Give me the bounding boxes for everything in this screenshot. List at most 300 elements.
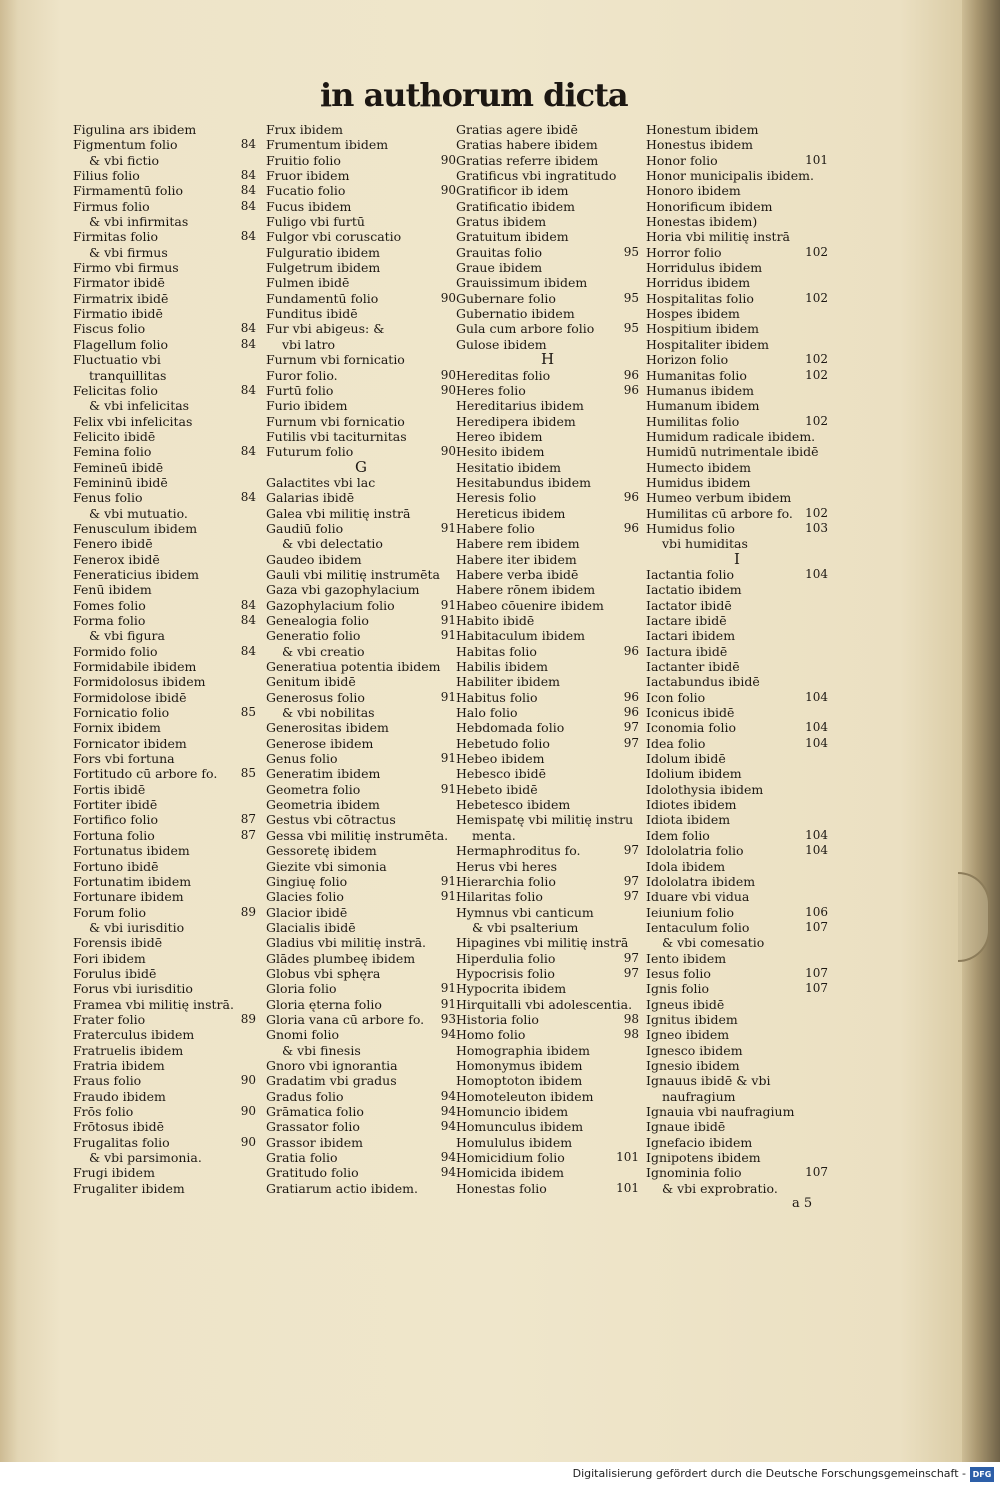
folio-number: 91: [440, 628, 456, 643]
entry-term: Iconomia folio: [646, 720, 736, 736]
entry-term: Hereditarius ibidem: [456, 398, 584, 414]
index-entry: [456, 444, 639, 459]
folio-number: 96: [623, 689, 639, 704]
entry-term: Icon folio: [646, 689, 706, 705]
entry-term: Iactari ibidem: [646, 628, 736, 644]
index-entry: [266, 506, 456, 521]
index-entry: [646, 429, 828, 444]
index-entry: [646, 828, 828, 843]
index-entry: [266, 137, 456, 152]
index-entry: [73, 1181, 256, 1196]
folio-number: 104: [805, 735, 828, 750]
folio-number: 84: [240, 382, 256, 397]
index-entry: [646, 812, 828, 827]
section-letter: [266, 457, 456, 476]
entry-term: Humilitas folio: [646, 413, 740, 429]
index-entry: [456, 812, 639, 827]
index-column-2: [266, 122, 456, 1196]
index-entry: [646, 797, 828, 812]
index-entry: [73, 275, 256, 290]
index-entry: [266, 352, 456, 367]
entry-term: Gratuitum ibidem: [456, 229, 569, 245]
entry-term: Idola ibidem: [646, 858, 726, 874]
folio-number: 102: [805, 290, 828, 305]
entry-term: Fratria ibidem: [73, 1057, 165, 1073]
entry-term: Fori ibidem: [73, 950, 146, 966]
index-entry: [266, 337, 456, 352]
entry-term: Humeo verbum ibidem: [646, 490, 792, 506]
index-entry: [73, 905, 256, 920]
index-entry: [266, 782, 456, 797]
dfg-logo: DFG: [970, 1467, 994, 1482]
index-entry: [646, 751, 828, 766]
entry-term: Fraudo ibidem: [73, 1088, 166, 1104]
index-entry: [456, 137, 639, 152]
index-entry: [266, 966, 456, 981]
index-entry: [456, 521, 639, 536]
entry-term: Humanus ibidem: [646, 382, 754, 398]
folio-number: 97: [623, 950, 639, 965]
index-entry: [646, 1119, 828, 1134]
section-letter: [646, 549, 828, 568]
entry-term: Honestas folio: [456, 1180, 547, 1196]
index-entry: [266, 751, 456, 766]
index-entry: [646, 567, 828, 582]
entry-term: Habere iter ibidem: [456, 551, 577, 567]
entry-term: Ignesio ibidem: [646, 1057, 740, 1073]
folio-number: 91: [440, 889, 456, 904]
entry-term: Hierarchia folio: [456, 873, 556, 889]
index-entry: [456, 1058, 639, 1073]
signature-mark: a 5: [792, 1196, 813, 1211]
entry-term: Futilis vbi taciturnitas: [266, 428, 407, 444]
index-entry: [646, 506, 828, 521]
index-entry: [456, 229, 639, 244]
index-column-4: [646, 122, 828, 1196]
entry-term: Gazophylacium folio: [266, 597, 395, 613]
folio-number: 106: [805, 904, 828, 919]
index-entry: [646, 782, 828, 797]
entry-term: & vbi infelicitas: [89, 398, 190, 414]
entry-term: Formidabile ibidem: [73, 659, 197, 675]
index-entry: [456, 475, 639, 490]
entry-term: Habere rōnem ibidem: [456, 582, 596, 598]
index-entry: [73, 245, 256, 260]
entry-term: Humidū nutrimentale ibidē: [646, 444, 819, 460]
folio-number: 102: [805, 244, 828, 259]
index-entry: [456, 1165, 639, 1180]
entry-term: Furtū folio: [266, 382, 334, 398]
index-entry: [266, 598, 456, 613]
index-entry: [73, 291, 256, 306]
folio-number: 98: [623, 1027, 639, 1042]
index-entry: [646, 460, 828, 475]
entry-term: Fulguratio ibidem: [266, 244, 380, 260]
entry-term: Hiperdulia folio: [456, 950, 556, 966]
index-entry: [266, 429, 456, 444]
index-entry: [266, 306, 456, 321]
entry-term: Iactare ibidē: [646, 613, 727, 628]
entry-term: & vbi firmus: [89, 244, 168, 260]
entry-term: Fors vbi fortuna: [73, 751, 175, 767]
folio-number: 84: [240, 490, 256, 505]
index-entry: [73, 153, 256, 168]
entry-term: & vbi exprobratio.: [662, 1180, 778, 1196]
entry-term: tranquillitas: [89, 367, 167, 383]
entry-term: Iactabundus ibidē: [646, 674, 760, 690]
index-entry: [646, 1027, 828, 1042]
index-entry: [266, 859, 456, 874]
folio-number: 104: [805, 720, 828, 735]
folio-number: 93: [440, 1011, 456, 1026]
index-entry: [266, 766, 456, 781]
entry-term: Fucatio folio: [266, 183, 346, 199]
index-entry: [456, 690, 639, 705]
entry-term: Grassator folio: [266, 1119, 360, 1135]
entry-term: Flagellum folio: [73, 336, 169, 352]
index-entry: [73, 812, 256, 827]
index-entry: [456, 122, 639, 137]
entry-term: Forulus ibidē: [73, 965, 157, 981]
folio-number: 107: [805, 919, 828, 934]
index-entry: [456, 859, 639, 874]
index-entry: [646, 229, 828, 244]
folio-number: 87: [240, 827, 256, 842]
folio-number: 91: [440, 781, 456, 796]
entry-term: Homululus ibidem: [456, 1134, 573, 1150]
index-entry: [456, 429, 639, 444]
entry-term: Forum folio: [73, 904, 147, 920]
index-entry: [73, 260, 256, 275]
index-entry: [456, 935, 639, 950]
index-entry: [646, 1012, 828, 1027]
folio-number: 90: [240, 1073, 256, 1088]
entry-term: Femineū ibidē: [73, 459, 164, 475]
folio-number: 91: [440, 597, 456, 612]
folio-number: 89: [240, 904, 256, 919]
entry-term: Gratitudo folio: [266, 1165, 359, 1181]
entry-term: Gaza vbi gazophylacium: [266, 582, 420, 598]
entry-term: Idiota ibidem: [646, 812, 731, 828]
folio-number: 102: [805, 413, 828, 428]
entry-term: G: [355, 457, 367, 476]
entry-term: Ignitus ibidem: [646, 1011, 738, 1027]
entry-term: Heredipera ibidem: [456, 413, 576, 429]
entry-term: Iactator ibidē: [646, 597, 732, 613]
entry-term: Homicidium folio: [456, 1150, 565, 1166]
index-entry: [646, 1058, 828, 1073]
entry-term: Ignis folio: [646, 981, 710, 997]
index-entry: [266, 1119, 456, 1134]
folio-number: 107: [805, 981, 828, 996]
index-entry: [456, 1135, 639, 1150]
entry-term: menta.: [472, 827, 516, 843]
entry-term: Homuncio ibidem: [456, 1104, 569, 1119]
folio-number: 107: [805, 965, 828, 980]
index-entry: [266, 997, 456, 1012]
index-entry: [646, 966, 828, 981]
entry-term: Idololatra ibidem: [646, 873, 756, 889]
entry-term: Fundamentū folio: [266, 290, 379, 306]
folio-number: 84: [240, 198, 256, 213]
index-entry: [73, 981, 256, 996]
entry-term: & vbi infirmitas: [89, 214, 189, 230]
index-entry: [456, 751, 639, 766]
index-entry: [456, 321, 639, 336]
entry-term: Futurum folio: [266, 444, 354, 460]
index-entry: [73, 368, 256, 383]
entry-term: Forus vbi iurisditio: [73, 981, 193, 997]
folio-number: 84: [240, 613, 256, 627]
index-entry: [73, 1089, 256, 1104]
index-entry: [456, 828, 639, 843]
entry-term: Heres folio: [456, 382, 526, 398]
entry-term: Hilaritas folio: [456, 889, 543, 905]
entry-term: Horizon folio: [646, 352, 729, 368]
entry-term: Globus vbi sphęra: [266, 965, 381, 981]
index-entry: [266, 536, 456, 551]
index-entry: [646, 935, 828, 950]
entry-term: Fulmen ibidē: [266, 275, 350, 291]
entry-term: Grauissimum ibidem: [456, 275, 588, 291]
index-entry: [456, 414, 639, 429]
entry-term: Felix vbi infelicitas: [73, 413, 193, 429]
index-entry: [266, 552, 456, 567]
index-entry: [266, 613, 456, 628]
index-entry: [73, 920, 256, 935]
entry-term: Honestum ibidem: [646, 122, 759, 137]
index-entry: [266, 199, 456, 214]
entry-term: Fruor ibidem: [266, 168, 350, 184]
entry-term: Gratia folio: [266, 1150, 338, 1166]
folio-number: 101: [805, 152, 828, 167]
entry-term: Generatiua potentia ibidem: [266, 659, 441, 675]
entry-term: Firmator ibidē: [73, 275, 165, 291]
entry-term: Feneraticius ibidem: [73, 566, 199, 582]
index-entry: [456, 920, 639, 935]
index-entry: [456, 552, 639, 567]
entry-term: Fornicator ibidem: [73, 735, 187, 751]
entry-term: Gratiarum actio ibidem.: [266, 1180, 418, 1196]
index-entry: [456, 460, 639, 475]
entry-term: Frux ibidem: [266, 122, 343, 137]
entry-term: Humanum ibidem: [646, 398, 760, 414]
entry-term: Idiotes ibidem: [646, 797, 737, 813]
entry-term: Habeo cōuenire ibidem: [456, 597, 604, 613]
entry-term: Fucus ibidem: [266, 198, 352, 214]
index-entry: [73, 414, 256, 429]
index-entry: [73, 398, 256, 413]
entry-term: Grassor ibidem: [266, 1134, 363, 1150]
entry-term: Firmus folio: [73, 198, 150, 214]
index-entry: [73, 229, 256, 244]
entry-term: Idololatria folio: [646, 843, 744, 859]
entry-term: Firmamentū folio: [73, 183, 183, 199]
entry-term: Geometra folio: [266, 781, 361, 797]
entry-term: Glādes plumbeę ibidem: [266, 950, 416, 966]
index-entry: [646, 981, 828, 996]
index-entry: [266, 275, 456, 290]
entry-term: Hypocrisis folio: [456, 965, 555, 981]
index-entry: [266, 122, 456, 137]
index-entry: [646, 260, 828, 275]
entry-term: Iduare vbi vidua: [646, 889, 750, 905]
entry-term: Humilitas cū arbore fo.: [646, 505, 793, 521]
index-entry: [456, 1119, 639, 1134]
entry-term: Gratus ibidem: [456, 214, 547, 230]
entry-term: Geometria ibidem: [266, 797, 380, 813]
folio-number: 84: [240, 321, 256, 336]
entry-term: Gratias referre ibidem: [456, 152, 599, 168]
entry-term: Hebetudo folio: [456, 735, 550, 751]
index-entry: [456, 490, 639, 505]
entry-term: Humidum radicale ibidem.: [646, 428, 816, 444]
index-entry: [456, 1043, 639, 1058]
entry-term: Gratificor ib idem: [456, 183, 569, 199]
index-entry: [266, 1012, 456, 1027]
index-entry: [456, 1012, 639, 1027]
index-entry: [646, 245, 828, 260]
folio-number: 91: [440, 996, 456, 1011]
folio-number: 90: [440, 290, 456, 305]
index-entry: [646, 183, 828, 198]
entry-term: & vbi fictio: [89, 152, 160, 168]
index-entry: [266, 705, 456, 720]
index-entry: [456, 843, 639, 858]
index-entry: [456, 168, 639, 183]
index-entry: [646, 1104, 828, 1119]
entry-term: Hemispatę vbi militię instru: [456, 812, 634, 828]
entry-term: Felicitas folio: [73, 382, 158, 398]
folio-number: 107: [805, 1165, 828, 1180]
entry-term: Generosus folio: [266, 689, 365, 705]
index-entry: [646, 199, 828, 214]
index-entry: [646, 1181, 828, 1196]
entry-term: Gradatim vbi gradus: [266, 1073, 397, 1089]
entry-term: Hospitium ibidem: [646, 321, 759, 337]
index-entry: [73, 567, 256, 582]
entry-term: Ignominia folio: [646, 1165, 742, 1181]
index-entry: [456, 153, 639, 168]
entry-term: Ignesco ibidem: [646, 1042, 743, 1058]
entry-term: Grāmatica folio: [266, 1104, 364, 1119]
index-entry: [266, 951, 456, 966]
entry-term: & vbi creatio: [282, 643, 365, 659]
index-entry: [266, 1089, 456, 1104]
index-entry: [646, 444, 828, 459]
page-edge: [962, 0, 1000, 1462]
index-entry: [456, 506, 639, 521]
entry-term: Fulgor vbi coruscatio: [266, 229, 402, 245]
index-entry: [646, 321, 828, 336]
folio-number: 87: [240, 812, 256, 827]
index-entry: [456, 736, 639, 751]
entry-term: Ignipotens ibidem: [646, 1150, 761, 1166]
index-entry: [73, 1150, 256, 1165]
entry-term: Hebeto ibidē: [456, 781, 538, 797]
entry-term: naufragium: [662, 1088, 736, 1104]
entry-term: Hereo ibidem: [456, 428, 543, 444]
index-entry: [456, 644, 639, 659]
entry-term: Fomes folio: [73, 597, 146, 613]
index-entry: [646, 521, 828, 536]
entry-term: & vbi comesatio: [662, 935, 765, 951]
entry-term: Humecto ibidem: [646, 459, 751, 475]
entry-term: Forensis ibidē: [73, 935, 163, 951]
entry-term: Hebdomada folio: [456, 720, 565, 736]
index-entry: [73, 490, 256, 505]
index-entry: [456, 368, 639, 383]
index-entry: [646, 628, 828, 643]
footer-bar: [0, 1462, 1000, 1488]
index-entry: [266, 475, 456, 490]
index-entry: [266, 797, 456, 812]
index-entry: [266, 828, 456, 843]
entry-term: Frater folio: [73, 1011, 146, 1027]
entry-term: Historia folio: [456, 1011, 539, 1027]
index-entry: [266, 368, 456, 383]
index-entry: [456, 766, 639, 781]
index-entry: [266, 889, 456, 904]
entry-term: Halo folio: [456, 705, 518, 721]
index-entry: [646, 736, 828, 751]
folio-number: 98: [623, 1011, 639, 1026]
index-entry: [266, 1027, 456, 1042]
index-entry: [646, 843, 828, 858]
entry-term: vbi humiditas: [662, 536, 748, 552]
index-entry: [456, 567, 639, 582]
entry-term: Frōtosus ibidē: [73, 1119, 164, 1135]
index-entry: [266, 521, 456, 536]
index-entry: [73, 306, 256, 321]
index-entry: [646, 690, 828, 705]
entry-term: Honorificum ibidem: [646, 198, 773, 214]
entry-term: Grauitas folio: [456, 244, 542, 260]
index-entry: [646, 1165, 828, 1180]
entry-term: Generositas ibidem: [266, 720, 389, 736]
index-entry: [73, 1073, 256, 1088]
index-entry: [456, 613, 639, 628]
index-entry: [646, 352, 828, 367]
index-entry: [646, 1073, 828, 1088]
index-entry: [73, 966, 256, 981]
folio-number: 96: [623, 382, 639, 397]
folio-number: 84: [240, 643, 256, 658]
index-entry: [646, 613, 828, 628]
folio-number: 84: [240, 444, 256, 459]
entry-term: Hermaphroditus fo.: [456, 843, 581, 859]
index-entry: [646, 859, 828, 874]
folio-number: 104: [805, 827, 828, 842]
entry-term: Furnum vbi fornicatio: [266, 352, 405, 368]
folio-number: 94: [440, 1088, 456, 1103]
index-entry: [646, 383, 828, 398]
index-entry: [266, 229, 456, 244]
folio-number: 96: [623, 643, 639, 658]
entry-term: Gubernatio ibidem: [456, 306, 575, 322]
entry-term: Habitaculum ibidem: [456, 628, 586, 644]
entry-term: Genealogia folio: [266, 613, 369, 628]
index-entry: [266, 1135, 456, 1150]
entry-term: Iactanter ibidē: [646, 659, 740, 675]
index-entry: [73, 521, 256, 536]
entry-term: Generose ibidem: [266, 735, 374, 751]
folio-number: 84: [240, 336, 256, 351]
index-entry: [73, 951, 256, 966]
entry-term: Habitas folio: [456, 643, 537, 659]
index-entry: [266, 1181, 456, 1196]
entry-term: Fenū ibidem: [73, 582, 152, 598]
